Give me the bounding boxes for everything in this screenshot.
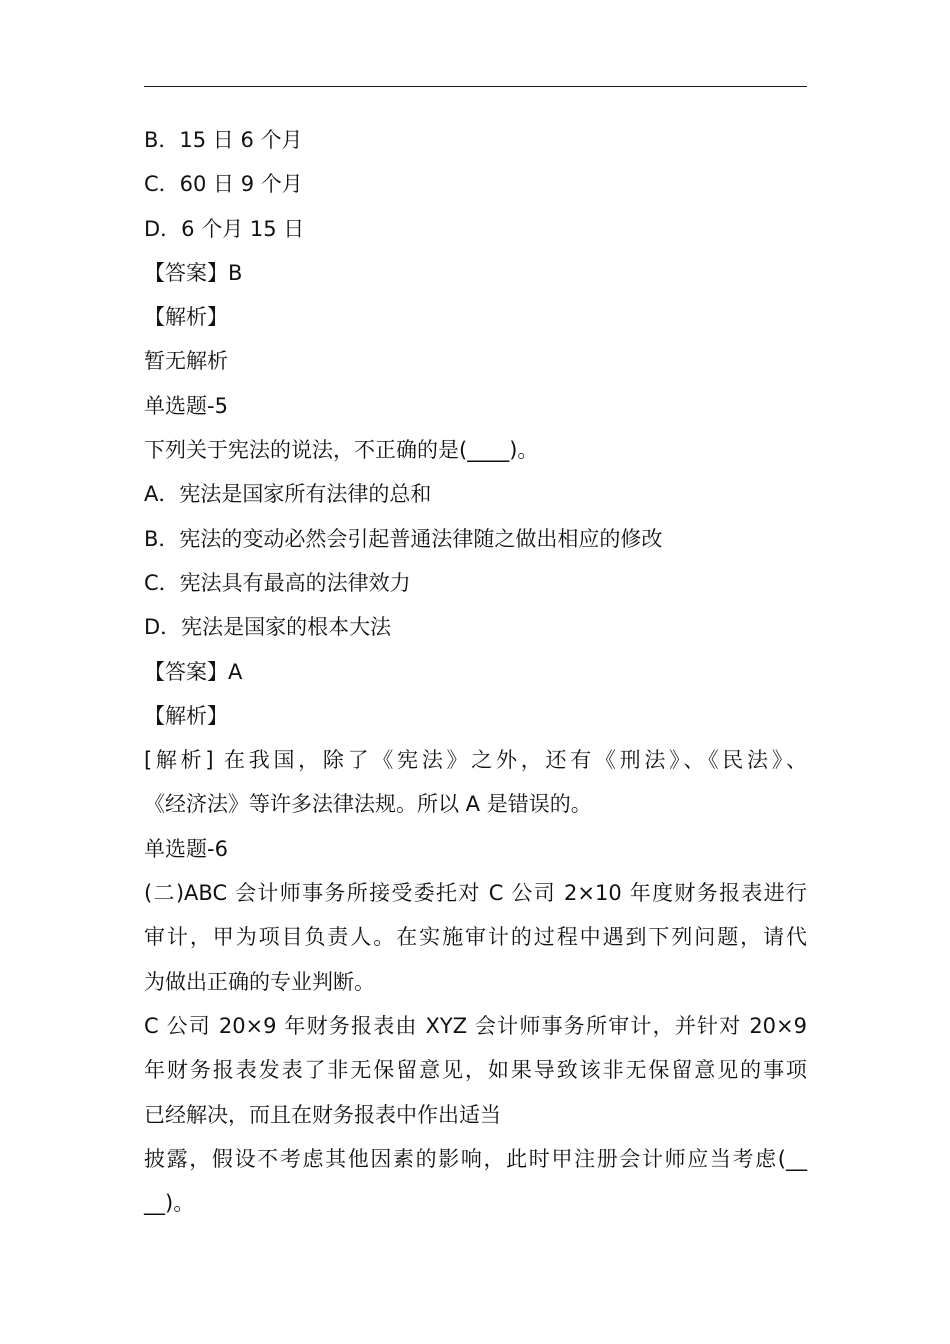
question-5-option-a: A．宪法是国家所有法律的总和 — [144, 482, 432, 507]
question-6-stem-line-4: 披露，假设不考虑其他因素的影响，此时甲注册会计师应当考虑(__ — [144, 1146, 807, 1171]
question-6-context-line-2: 审计，甲为项目负责人。在实施审计的过程中遇到下列问题，请代 — [144, 925, 807, 950]
option-c-prev: C．60 日 9 个月 — [144, 172, 303, 197]
question-6-stem-line-5: __)。 — [144, 1191, 195, 1216]
question-6-stem-line-1: C 公司 20×9 年财务报表由 XYZ 会计师事务所审计，并针对 20×9 — [144, 1013, 807, 1038]
option-d-prev: D．6 个月 15 日 — [144, 216, 305, 241]
question-5-heading: 单选题-5 — [144, 393, 228, 418]
analysis-heading-prev: 【解析】 — [144, 305, 228, 330]
question-5-analysis-line-2: 《经济法》等许多法律法规。所以 A 是错误的。 — [144, 792, 592, 817]
question-5-answer: 【答案】A — [144, 659, 243, 684]
analysis-text-prev: 暂无解析 — [144, 349, 228, 374]
question-6-heading: 单选题-6 — [144, 836, 228, 861]
question-5-analysis-line-1: [解析] 在我国，除了《宪法》之外，还有《刑法》、《民法》、 — [144, 748, 807, 773]
question-5-option-b: B．宪法的变动必然会引起普通法律随之做出相应的修改 — [144, 526, 663, 551]
document-body — [144, 118, 807, 1225]
question-6-stem-line-3: 已经解决，而且在财务报表中作出适当 — [144, 1102, 501, 1127]
question-5-option-d: D．宪法是国家的根本大法 — [144, 615, 392, 640]
option-b-prev: B．15 日 6 个月 — [144, 128, 303, 152]
answer-prev: 【答案】B — [144, 260, 243, 285]
question-5-stem: 下列关于宪法的说法，不正确的是(____)。 — [144, 438, 539, 463]
question-6-context-line-1: (二)ABC 会计师事务所接受委托对 C 公司 2×10 年度财务报表进行 — [144, 881, 807, 906]
question-6-context-line-3: 为做出正确的专业判断。 — [144, 969, 375, 994]
question-5-option-c: C．宪法具有最高的法律效力 — [144, 570, 411, 595]
question-5-analysis-heading: 【解析】 — [144, 703, 228, 728]
header-rule — [144, 86, 807, 87]
question-6-stem-line-2: 年财务报表发表了非无保留意见，如果导致该非无保留意见的事项 — [144, 1058, 807, 1083]
